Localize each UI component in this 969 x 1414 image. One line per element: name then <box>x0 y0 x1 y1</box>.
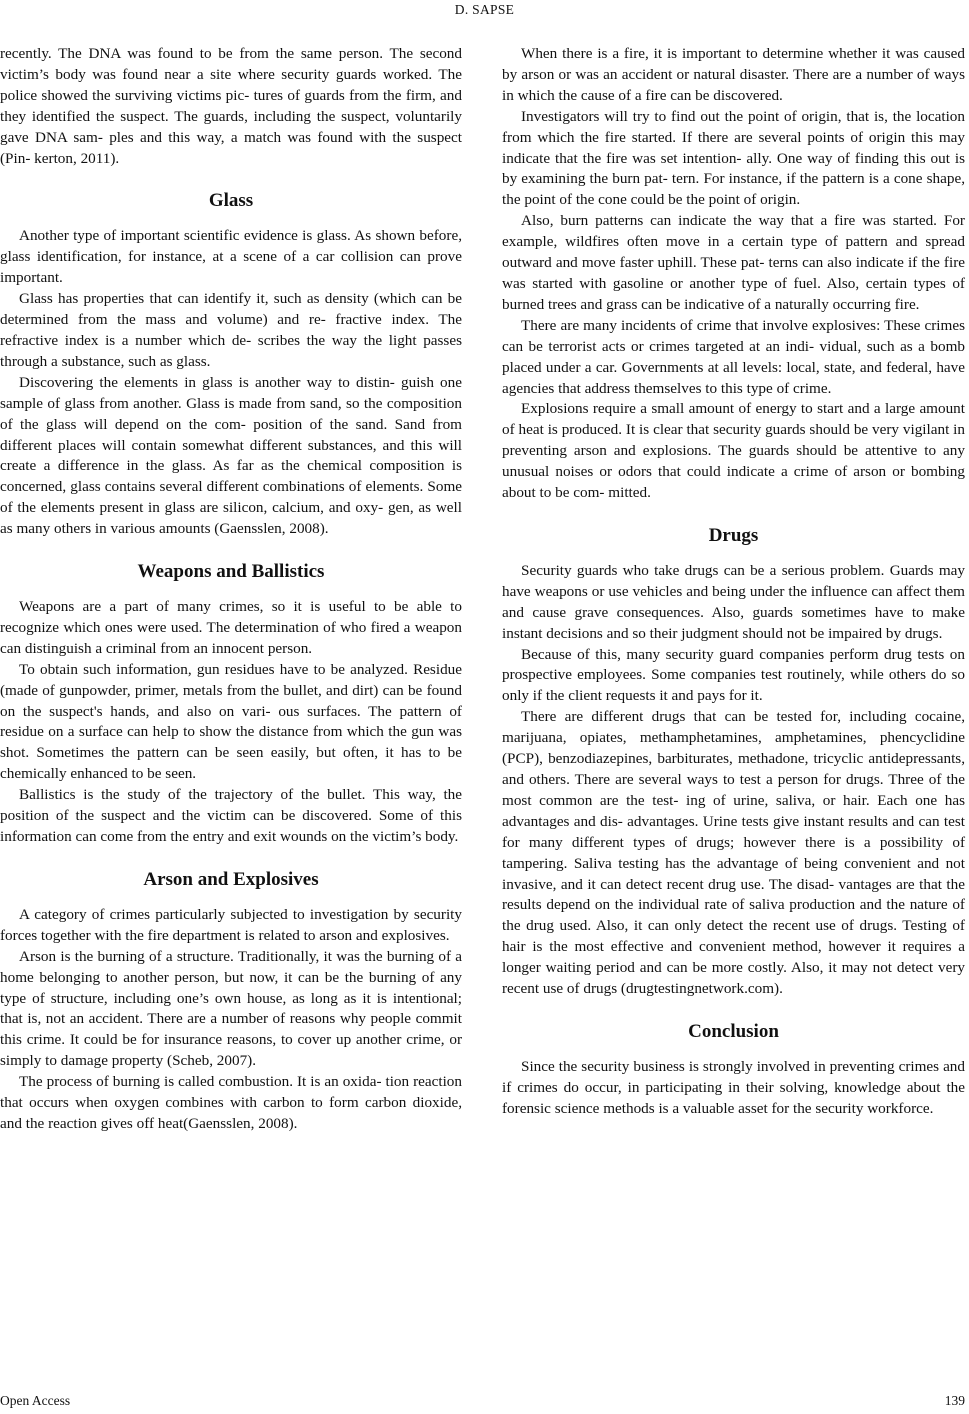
paragraph: Ballistics is the study of the trajectory of the bullet. This way, the position of the suspect and the victim can be discovered. Some of this information can come from the entry and exit wounds on the victim’s body. <box>0 786 462 845</box>
paragraph: recently. The DNA was found to be from the same person. The second victim’s body was found near a site where security guards worked. The police showed the surviving victims pic- tures of guards from the firm, and they identified the suspect. The guards, including the suspect, voluntarily gave DNA sam- ples and this way, a match was found with the suspect (Pin- kerton, 2011). <box>0 45 462 167</box>
paragraph: Discovering the elements in glass is another way to distin- guish one sample of glass from another. Glass is made from sand, so the composition of the glass will depend on the com- position of the sand. Sand from different places will contain somewhat different substances, and this will create a difference in the glass. As far as the chemical composition is concerned, glass contains several different combinations of elements. Some of the elements present in glass are silicon, calcium, and oxy- gen, as well as many others in various amounts (Gaensslen, 2008). <box>0 373 462 538</box>
left-column <box>0 44 462 1135</box>
section-heading-drugs: Drugs <box>708 524 759 546</box>
paragraph: Another type of important scientific evidence is glass. As shown before, glass identification, for instance, at a scene of a car collision can prove important. <box>0 227 462 287</box>
paragraph: A category of crimes particularly subjected to investigation by security forces together with the fire department is related to arson and explosives. <box>0 905 462 944</box>
paragraph: To obtain such information, gun residues have to be analyzed. Residue (made of gunpowder, primer, metals from the bullet, and dirt) can be found on the suspect's hands, and also on vari- ous surfaces. The pattern of residue on a surface can help to show the distance from which the gun was shot. Sometimes the pattern can be seen easily, but often, it has to be chemically enhanced to be seen. <box>0 660 462 783</box>
paragraph: Security guards who take drugs can be a serious problem. Guards may have weapons or use vehicles and being under the influence can affect them and cause grave consequences. Also, guards sometimes have to make instant decisions and so their judgment should not be impaired by drugs. <box>502 561 965 642</box>
paragraph: Since the security business is strongly involved in preventing crimes and if crimes do occur, in participating in their solving, knowledge about the forensic science methods is a valuable asset for the security workforce. <box>502 1057 965 1117</box>
paragraph: Because of this, many security guard companies perform drug tests on prospective employees. Some companies test routinely, while others do so only if the client requests it and pays for it. <box>502 645 965 705</box>
section-heading-weapons: Weapons and Ballistics <box>137 561 325 583</box>
right-column <box>502 44 965 1120</box>
paragraph: Arson is the burning of a structure. Traditionally, it was the burning of a home belonging to another person, but now, it can be the burning of any type of structure, including one’s own house, as long as it is intentional; that is, not an accident. There are a number of reasons why people commit this crime. It could be for insurance reasons, to cover up another crime, or simply to damage property (Scheb, 2007). <box>0 947 462 1070</box>
paragraph: Also, burn patterns can indicate the way that a fire was started. For example, wildfires often move in a certain type of pattern and spread outward and move faster uphill. These pat- terns can also indicate if the fire was started with gasoline or another type of fuel. Also, certain types of burned trees and grass can be indicative of a naturally occurring fire. <box>502 212 965 313</box>
paragraph: The process of burning is called combustion. It is an oxida- tion reaction that occurs when oxygen combines with carbon to form carbon dioxide, and the reaction gives off heat(Gaensslen, 2008). <box>0 1073 462 1132</box>
paragraph: There are many incidents of crime that involve explosives: These crimes can be terrorist acts or crimes targeted at an indi- vidual, such as a bomb placed under a car. Governments at all levels: local, state, and federal, have agencies that address themselves to this type of crime. <box>502 316 965 397</box>
paragraph: Weapons are a part of many crimes, so it is useful to be able to recognize which ones were used. The determination of who fired a weapon can distinguish a criminal from an innocent person. <box>0 598 462 657</box>
paragraph: There are different drugs that can be tested for, including cocaine, marijuana, opiates, methamphetamines, amphetamines, phencyclidine (PCP), benzodiazepines, barbiturates, methadone, tricyclic antidepressants, and others. There are several ways to test a person for drugs. Three of the most common are the test- ing of urine, saliva, or hair. Each one has advantages and dis- advantages. Urine tests give instant results and can test for many different types of drugs; however there is a possibility of tampering. Saliva testing has the advantage of being convenient and not invasive, and it can detect recent drug use. The disad- vantages are that the results depend on the individual rate of saliva production and the nature of the drug used. Also, it can only detect the recent use of drugs. Testing of hair is the most effective and convenient method, however it requires a longer waiting period and can be more costly. Also, it may not detect very recent use of drugs (drugtestingnetwork.com). <box>502 708 965 998</box>
section-heading-glass: Glass <box>208 190 254 212</box>
running-head: D. SAPSE <box>454 2 515 17</box>
section-heading-conclusion: Conclusion <box>688 1020 779 1042</box>
section-heading-arson: Arson and Explosives <box>143 868 319 890</box>
journal-label: Open Access <box>0 1393 71 1408</box>
paragraph: When there is a fire, it is important to determine whether it was caused by arson or was an accident or natural disaster. There are a number of ways in which the cause of a fire can be discovered. <box>502 45 965 104</box>
page-number: 139 <box>944 1393 965 1408</box>
paragraph: Glass has properties that can identify it, such as density (which can be determined from the mass and volume) and re- fractive index. The refractive index is a number which de- scribes the way the light passes through a substance, such as glass. <box>0 290 462 370</box>
paragraph: Investigators will try to find out the point of origin, that is, the location from which the fire started. If there are several points of origin this may indicate that the fire was set intention- ally. One way of finding this out is by examining the burn pat- tern. For instance, if the pattern is a cone shape, the point of the cone could be the point of origin. <box>502 107 965 209</box>
paragraph: Explosions require a small amount of energy to start and a large amount of heat is produced. It is clear that security guards should be very vigilant in preventing arson and explosions. The guards should be attentive to any unusual noises or odors that could indicate a crime of arson or bombing about to be com- mitted. <box>502 400 965 502</box>
